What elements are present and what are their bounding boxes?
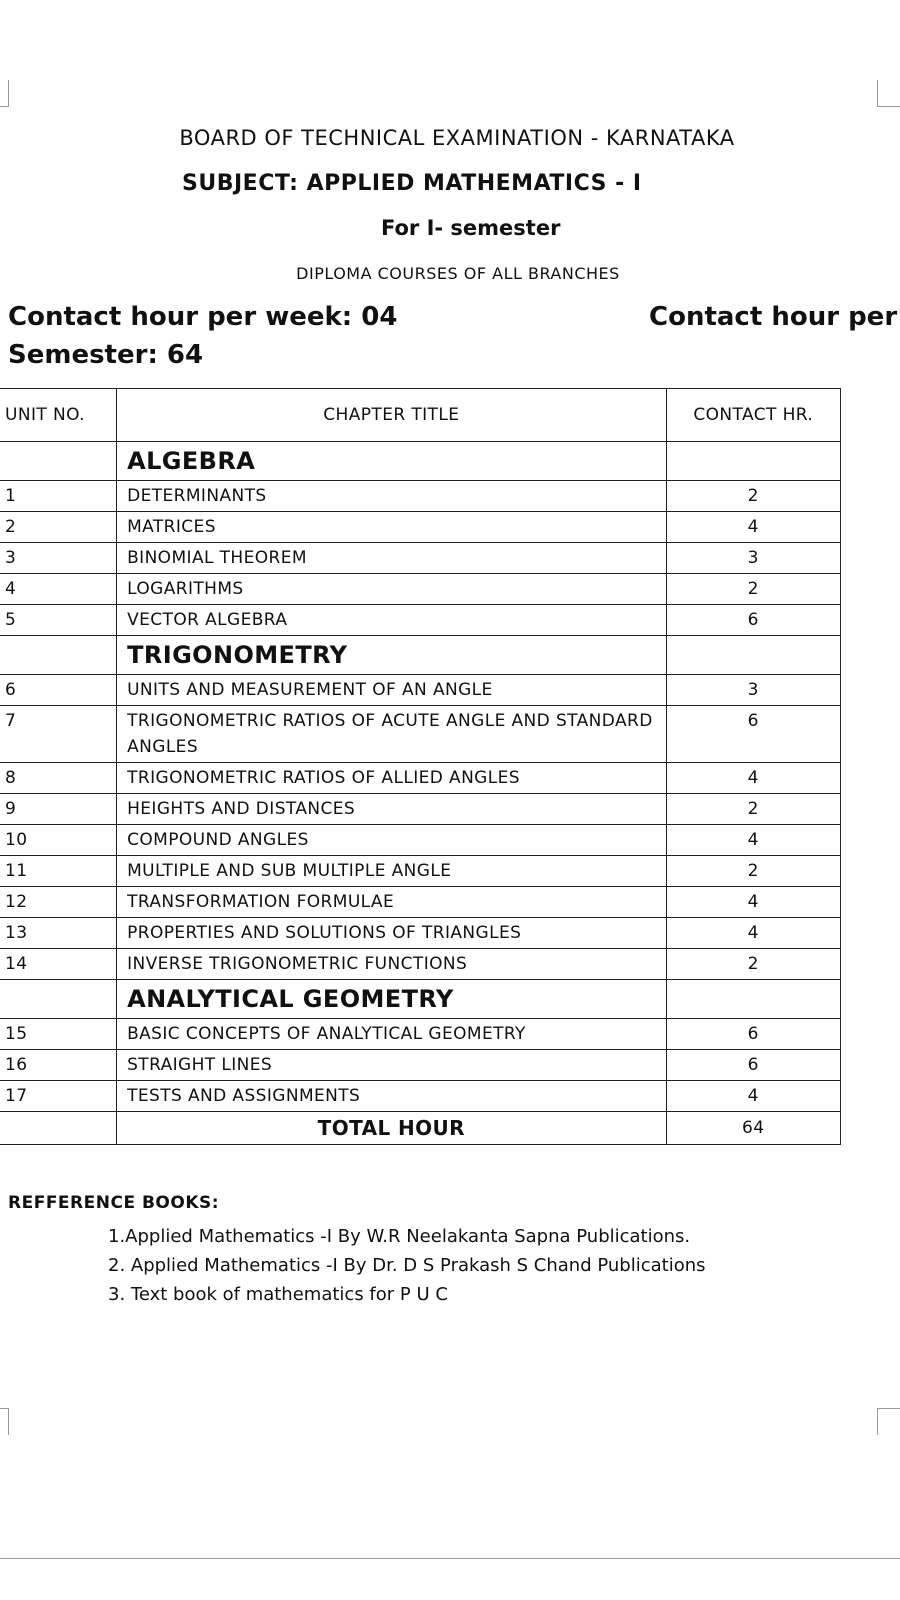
section-title: ALGEBRA bbox=[117, 442, 666, 481]
page-corner-mark bbox=[877, 80, 900, 107]
syllabus-body bbox=[0, 442, 841, 1145]
contact-hours: 4 bbox=[666, 763, 840, 794]
chapter-title: INVERSE TRIGONOMETRIC FUNCTIONS bbox=[117, 949, 666, 980]
chapter-title: LOGARITHMS bbox=[117, 574, 666, 605]
total-row bbox=[0, 1112, 841, 1145]
table-row bbox=[0, 1019, 841, 1050]
table-row bbox=[0, 918, 841, 949]
reference-item: 2. Applied Mathematics -I By Dr. D S Prakash S Chand Publications bbox=[108, 1255, 706, 1276]
contact-hours: 6 bbox=[666, 1050, 840, 1081]
chapter-title: TESTS AND ASSIGNMENTS bbox=[117, 1081, 666, 1112]
total-unit-cell bbox=[0, 1112, 117, 1145]
reference-item: 1.Applied Mathematics -I By W.R Neelakanta Sapna Publications. bbox=[108, 1226, 691, 1247]
total-hours: 64 bbox=[666, 1112, 840, 1145]
unit-number: 17 bbox=[0, 1081, 117, 1112]
contact-hours-week: Contact hour per week: 04 bbox=[8, 302, 398, 332]
table-row bbox=[0, 887, 841, 918]
contact-hours: 4 bbox=[666, 512, 840, 543]
contact-hours: 2 bbox=[666, 794, 840, 825]
contact-hours: 2 bbox=[666, 574, 840, 605]
chapter-title: VECTOR ALGEBRA bbox=[117, 605, 666, 636]
references-heading: REFFERENCE BOOKS: bbox=[8, 1193, 220, 1213]
page-corner-mark bbox=[0, 80, 9, 107]
unit-number: 15 bbox=[0, 1019, 117, 1050]
table-row bbox=[0, 543, 841, 574]
subject-title: SUBJECT: APPLIED MATHEMATICS - I bbox=[182, 171, 642, 196]
chapter-title: MATRICES bbox=[117, 512, 666, 543]
unit-number: 16 bbox=[0, 1050, 117, 1081]
page-corner-mark bbox=[0, 1408, 9, 1435]
chapter-title: COMPOUND ANGLES bbox=[117, 825, 666, 856]
unit-number: 12 bbox=[0, 887, 117, 918]
section-row bbox=[0, 442, 841, 481]
unit-number: 4 bbox=[0, 574, 117, 605]
table-row bbox=[0, 706, 841, 763]
chapter-title: TRIGONOMETRIC RATIOS OF ALLIED ANGLES bbox=[117, 763, 666, 794]
table-row bbox=[0, 1081, 841, 1112]
chapter-title: PROPERTIES AND SOLUTIONS OF TRIANGLES bbox=[117, 918, 666, 949]
unit-number: 7 bbox=[0, 706, 117, 763]
contact-hours: 6 bbox=[666, 1019, 840, 1050]
table-row bbox=[0, 794, 841, 825]
unit-number: 2 bbox=[0, 512, 117, 543]
board-title: BOARD OF TECHNICAL EXAMINATION - KARNATAKA bbox=[179, 126, 735, 150]
table-header-row bbox=[0, 389, 841, 442]
unit-number: 9 bbox=[0, 794, 117, 825]
contact-hours-semester-label: Contact hour per bbox=[649, 302, 898, 332]
chapter-title: UNITS AND MEASUREMENT OF AN ANGLE bbox=[117, 675, 666, 706]
unit-number: 11 bbox=[0, 856, 117, 887]
table-row bbox=[0, 481, 841, 512]
unit-no-header: UNIT NO. bbox=[0, 389, 117, 442]
table-row bbox=[0, 512, 841, 543]
chapter-title: BASIC CONCEPTS OF ANALYTICAL GEOMETRY bbox=[117, 1019, 666, 1050]
unit-number: 10 bbox=[0, 825, 117, 856]
contact-hours: 3 bbox=[666, 675, 840, 706]
contact-hours: 4 bbox=[666, 825, 840, 856]
table-row bbox=[0, 856, 841, 887]
chapter-title-header: CHAPTER TITLE bbox=[117, 389, 666, 442]
total-label: TOTAL HOUR bbox=[117, 1112, 666, 1145]
contact-hours-semester: Semester: 64 bbox=[8, 340, 204, 370]
contact-hours: 2 bbox=[666, 856, 840, 887]
page-bottom-rule bbox=[0, 1558, 900, 1559]
references-list bbox=[108, 1222, 706, 1309]
contact-hours: 4 bbox=[666, 918, 840, 949]
unit-number: 13 bbox=[0, 918, 117, 949]
chapter-title: DETERMINANTS bbox=[117, 481, 666, 512]
section-unit-cell bbox=[0, 636, 117, 675]
table-row bbox=[0, 763, 841, 794]
unit-number: 1 bbox=[0, 481, 117, 512]
contact-hours: 6 bbox=[666, 706, 840, 763]
section-hours-cell bbox=[666, 442, 840, 481]
contact-hours: 3 bbox=[666, 543, 840, 574]
table-row bbox=[0, 1050, 841, 1081]
section-title: TRIGONOMETRY bbox=[117, 636, 666, 675]
syllabus-table bbox=[0, 388, 841, 1145]
chapter-title: TRANSFORMATION FORMULAE bbox=[117, 887, 666, 918]
section-hours-cell bbox=[666, 636, 840, 675]
section-row bbox=[0, 980, 841, 1019]
unit-number: 5 bbox=[0, 605, 117, 636]
contact-hours: 2 bbox=[666, 481, 840, 512]
reference-item: 3. Text book of mathematics for P U C bbox=[108, 1284, 448, 1305]
contact-hours: 4 bbox=[666, 1081, 840, 1112]
courses-label: DIPLOMA COURSES OF ALL BRANCHES bbox=[296, 264, 620, 283]
chapter-title: BINOMIAL THEOREM bbox=[117, 543, 666, 574]
section-unit-cell bbox=[0, 980, 117, 1019]
page-corner-mark bbox=[877, 1408, 900, 1435]
section-unit-cell bbox=[0, 442, 117, 481]
contact-hours: 2 bbox=[666, 949, 840, 980]
chapter-title: HEIGHTS AND DISTANCES bbox=[117, 794, 666, 825]
semester-label: For I- semester bbox=[381, 216, 561, 240]
table-row bbox=[0, 675, 841, 706]
section-row bbox=[0, 636, 841, 675]
table-row bbox=[0, 825, 841, 856]
contact-hours: 4 bbox=[666, 887, 840, 918]
chapter-title: STRAIGHT LINES bbox=[117, 1050, 666, 1081]
table-row bbox=[0, 949, 841, 980]
chapter-title: MULTIPLE AND SUB MULTIPLE ANGLE bbox=[117, 856, 666, 887]
unit-number: 14 bbox=[0, 949, 117, 980]
table-row bbox=[0, 574, 841, 605]
unit-number: 8 bbox=[0, 763, 117, 794]
section-hours-cell bbox=[666, 980, 840, 1019]
chapter-title: TRIGONOMETRIC RATIOS OF ACUTE ANGLE AND STANDARD ANGLES bbox=[117, 706, 666, 763]
unit-number: 3 bbox=[0, 543, 117, 574]
contact-hours: 6 bbox=[666, 605, 840, 636]
unit-number: 6 bbox=[0, 675, 117, 706]
table-row bbox=[0, 605, 841, 636]
contact-hr-header: CONTACT HR. bbox=[666, 389, 840, 442]
section-title: ANALYTICAL GEOMETRY bbox=[117, 980, 666, 1019]
